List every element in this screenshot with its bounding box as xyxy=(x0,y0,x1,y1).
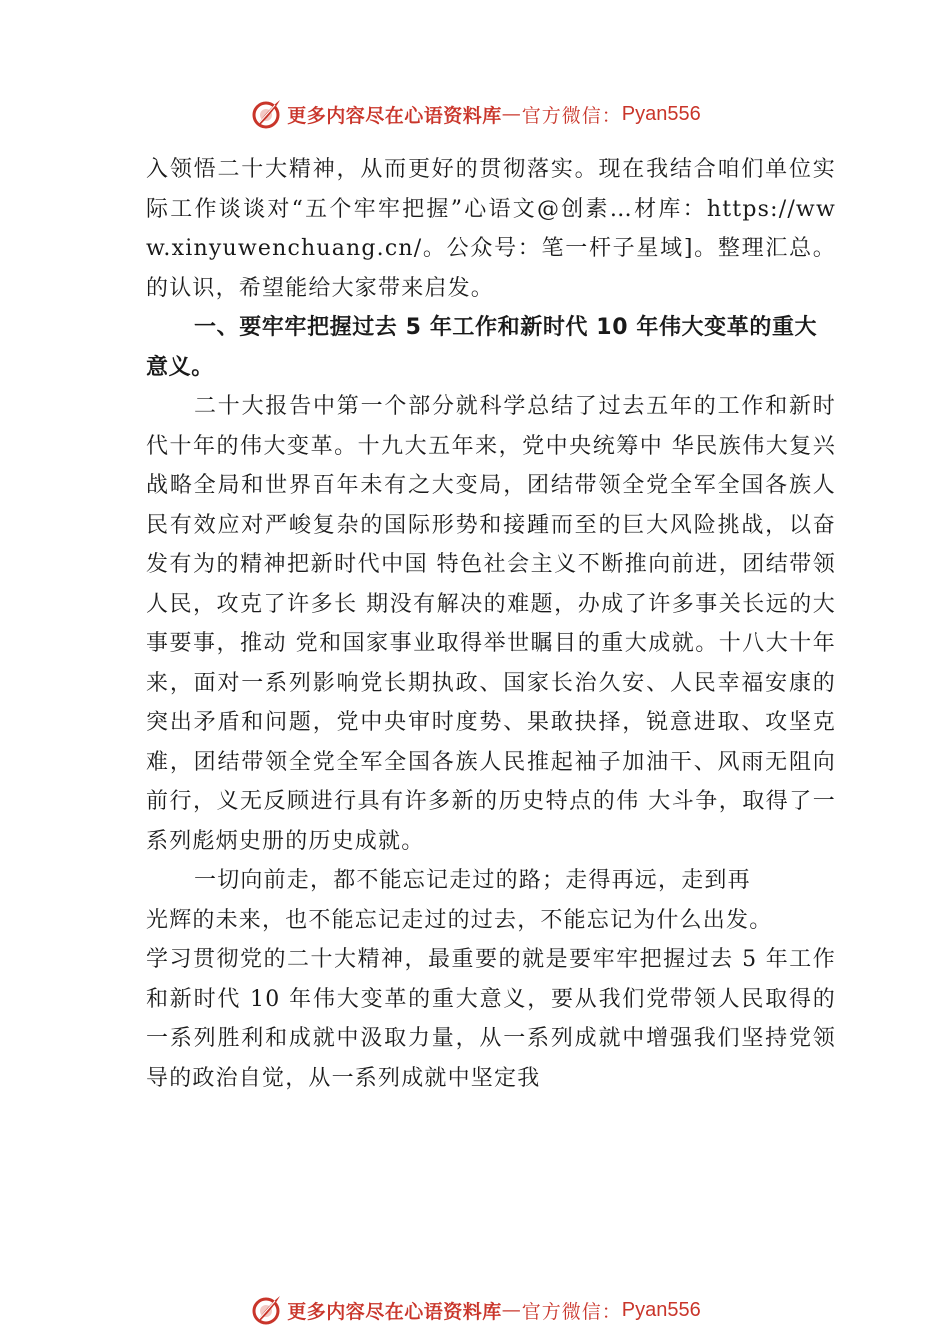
banner-wechat-id: Pyan556 xyxy=(621,1298,701,1321)
paragraph-intro: 入领悟二十大精神，从而更好的贯彻落实。现在我结合咱们单位实际工作谈谈对“五个牢牢把握”心语文@创素…材库：https://www.xinyuwenchuang.cn/。公众号：笔一杆子星域]。整理汇总。的认识，希望能给大家带来启发。 xyxy=(146,157,836,301)
banner-dash: — xyxy=(501,1299,522,1321)
banner-sub-text: 官方微信： xyxy=(521,1300,622,1323)
section-heading: 一、要牢牢把握过去 5 年工作和新时代 10 年伟大变革的重大意义。 xyxy=(146,315,818,380)
banner-main-text: 更多内容尽在心语资料库 xyxy=(287,104,502,127)
header-banner xyxy=(0,94,950,134)
quill-pen-logo-icon xyxy=(249,97,283,131)
paragraph-study: 学习贯彻党的二十大精神，最重要的就是要牢牢把握过去 5 年工作和新时代 10 年伟大变革的重大意义，要从我们党带领人民取得的一系列胜利和成就中汲取力量，从一系列成就中增强我们坚持党领导的政治自觉，从一系列成就中坚定我 xyxy=(146,947,836,1091)
paragraph-line: 一切向前走，都不能忘记走过的路；走得再远，走到再 xyxy=(194,868,751,893)
footer-banner xyxy=(0,1290,950,1330)
banner-main-text: 更多内容尽在心语资料库 xyxy=(287,1300,502,1323)
paragraph-line: 光辉的未来，也不能忘记走过的过去，不能忘记为什么出发。 xyxy=(146,907,773,933)
banner-dash: — xyxy=(501,103,522,125)
banner-wechat-id: Pyan556 xyxy=(621,102,701,125)
document-body xyxy=(146,150,836,1098)
quill-pen-logo-icon xyxy=(249,1293,283,1327)
banner-sub-text: 官方微信： xyxy=(521,104,622,127)
paragraph-review: 二十大报告中第一个部分就科学总结了过去五年的工作和新时代十年的伟大变革。十九大五年来，党中央统筹中 华民族伟大复兴战略全局和世界百年未有之大变局，团结带领全党全军全国各族人民有效应对严峻复杂的国际形势和接踵而至的巨大风险挑战，以奋发有为的精神把新时代中国 特色社会主义不断推向前进，团结带领人民，攻克了许多长 期没有解决的难题，办成了许多事关长远的大事要事，推动 党和国家事业取得举世瞩目的重大成就。十八大十年来，面对一系列影响党长期执政、国家长治久安、人民幸福安康的突出矛盾和问题，党中央审时度势、果敢抉择，锐意进取、攻坚克难，团结带领全党全军全国各族人民推起袖子加油干、风雨无阻向前行，义无反顾进行具有许多新的历史特点的伟 大斗争，取得了一系列彪炳史册的历史成就。 xyxy=(146,394,836,854)
